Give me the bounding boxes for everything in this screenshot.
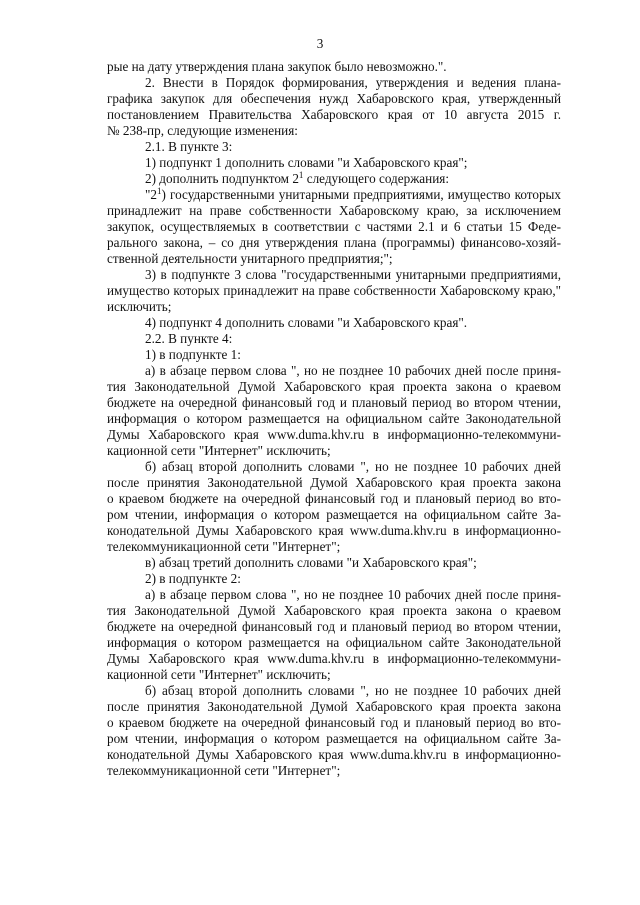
text-segment: телекоммуникационной сети "Интернет"; (107, 763, 341, 778)
text-line (107, 571, 561, 587)
text-line (107, 747, 561, 763)
text-line (107, 523, 561, 539)
text-line (107, 699, 561, 715)
text-line (107, 91, 561, 107)
text-segment: бюджете на очередной финансовый год и плановый период во втором чтении, (107, 619, 561, 634)
text-segment: следующего содержания: (303, 171, 449, 186)
text-line (107, 347, 561, 363)
text-line (107, 219, 561, 235)
text-line (107, 475, 561, 491)
text-line (107, 171, 561, 187)
text-segment: постановлением Правительства Хабаровского края от 10 августа 2015 г. (107, 107, 561, 122)
text-segment: ) государственными унитарными предприятиями, имущество которых (161, 187, 561, 202)
text-line (107, 715, 561, 731)
text-line (107, 555, 561, 571)
text-segment: 2) дополнить подпунктом 2 (145, 171, 299, 186)
text-line (107, 59, 561, 75)
text-segment: о краевом бюджете на очередной финансовый год и плановый период во вто- (107, 715, 561, 730)
text-line (107, 411, 561, 427)
text-segment: после принятия Законодательной Думой Хабаровского края проекта закона (107, 475, 561, 490)
text-line (107, 203, 561, 219)
text-segment: 1) подпункт 1 дополнить словами "и Хабаровского края"; (145, 155, 468, 170)
text-segment: 2. Внести в Порядок формирования, утверждения и ведения плана- (145, 75, 561, 90)
text-segment: бюджете на очередной финансовый год и плановый период во втором чтении, (107, 395, 561, 410)
text-segment: конодательной Думы Хабаровского края www.duma.khv.ru в информационно- (107, 747, 561, 762)
text-line (107, 75, 561, 91)
text-segment: о краевом бюджете на очередной финансовый год и плановый период во вто- (107, 491, 561, 506)
text-segment: ственной деятельности унитарного предприятия;"; (107, 251, 393, 266)
text-line (107, 283, 561, 299)
text-line (107, 683, 561, 699)
text-segment: 1) в подпункте 1: (145, 347, 241, 362)
text-line (107, 619, 561, 635)
text-segment: принадлежит на праве собственности Хабаровскому краю, за исключением (107, 203, 561, 218)
document-body (107, 59, 561, 779)
text-segment: "2 (145, 187, 157, 202)
text-line (107, 395, 561, 411)
text-segment: № 238-пр, следующие изменения: (107, 123, 298, 138)
text-segment: 4) подпункт 4 дополнить словами "и Хабаровского края". (145, 315, 468, 330)
text-segment: тия Законодательной Думой Хабаровского края проекта закона о краевом (107, 379, 561, 394)
text-segment: в) абзац третий дополнить словами "и Хабаровского края"; (145, 555, 477, 570)
text-segment: 3) в подпункте 3 слова "государственными унитарными предприятиями, (145, 267, 561, 282)
text-line (107, 155, 561, 171)
text-segment: а) в абзаце первом слова ", но не позднее 10 рабочих дней после приня- (145, 363, 561, 378)
superscript: 1 (298, 170, 304, 180)
text-line (107, 507, 561, 523)
text-segment: Думы Хабаровского края www.duma.khv.ru в информационно-телекоммуни- (107, 651, 561, 666)
text-segment: конодательной Думы Хабаровского края www.duma.khv.ru в информационно- (107, 523, 561, 538)
text-segment: а) в абзаце первом слова ", но не позднее 10 рабочих дней после приня- (145, 587, 561, 602)
text-line (107, 107, 561, 123)
text-segment: 2.1. В пункте 3: (145, 139, 233, 154)
text-segment: рального закона, – со дня утверждения плана (программы) финансово-хозяй- (107, 235, 561, 250)
text-segment: б) абзац второй дополнить словами ", но не позднее 10 рабочих дней (145, 683, 561, 698)
text-line (107, 187, 561, 203)
text-line (107, 139, 561, 155)
text-line (107, 267, 561, 283)
text-line (107, 763, 561, 779)
text-segment: тия Законодательной Думой Хабаровского края проекта закона о краевом (107, 603, 561, 618)
text-segment: кационной сети "Интернет" исключить; (107, 443, 331, 458)
text-line (107, 363, 561, 379)
text-line (107, 235, 561, 251)
text-segment: закупок, осуществляемых в соответствии с частями 2.1 и 6 статьи 15 Феде- (107, 219, 561, 234)
page-number: 3 (316, 36, 324, 51)
superscript: 1 (156, 186, 162, 196)
text-line (107, 635, 561, 651)
text-line (107, 427, 561, 443)
text-segment: графика закупок для обеспечения нужд Хабаровского края, утвержденный (107, 91, 561, 106)
text-line (107, 731, 561, 747)
text-line (107, 539, 561, 555)
text-line (107, 251, 561, 267)
text-segment: ром чтении, информация о котором размещается на официальном сайте За- (107, 731, 561, 746)
text-segment: ром чтении, информация о котором размещается на официальном сайте За- (107, 507, 561, 522)
text-segment: Думы Хабаровского края www.duma.khv.ru в информационно-телекоммуни- (107, 427, 561, 442)
text-segment: после принятия Законодательной Думой Хабаровского края проекта закона (107, 699, 561, 714)
text-line (107, 587, 561, 603)
text-segment: телекоммуникационной сети "Интернет"; (107, 539, 341, 554)
text-segment: информация о котором размещается на официальном сайте Законодательной (107, 635, 561, 650)
text-line (107, 379, 561, 395)
text-line (107, 315, 561, 331)
text-segment: имущество которых принадлежит на праве собственности Хабаровскому краю," (107, 283, 561, 298)
text-line (107, 667, 561, 683)
text-segment: 2.2. В пункте 4: (145, 331, 233, 346)
text-segment: кационной сети "Интернет" исключить; (107, 667, 331, 682)
text-line (107, 459, 561, 475)
text-line (107, 123, 561, 139)
text-line (107, 651, 561, 667)
text-line (107, 491, 561, 507)
text-segment: б) абзац второй дополнить словами ", но не позднее 10 рабочих дней (145, 459, 561, 474)
text-line (107, 331, 561, 347)
text-segment: рые на дату утверждения плана закупок было невозможно.". (107, 59, 447, 74)
text-segment: 2) в подпункте 2: (145, 571, 241, 586)
text-line (107, 299, 561, 315)
text-segment: исключить; (107, 299, 172, 314)
text-segment: информация о котором размещается на официальном сайте Законодательной (107, 411, 561, 426)
text-line (107, 603, 561, 619)
text-line (107, 443, 561, 459)
